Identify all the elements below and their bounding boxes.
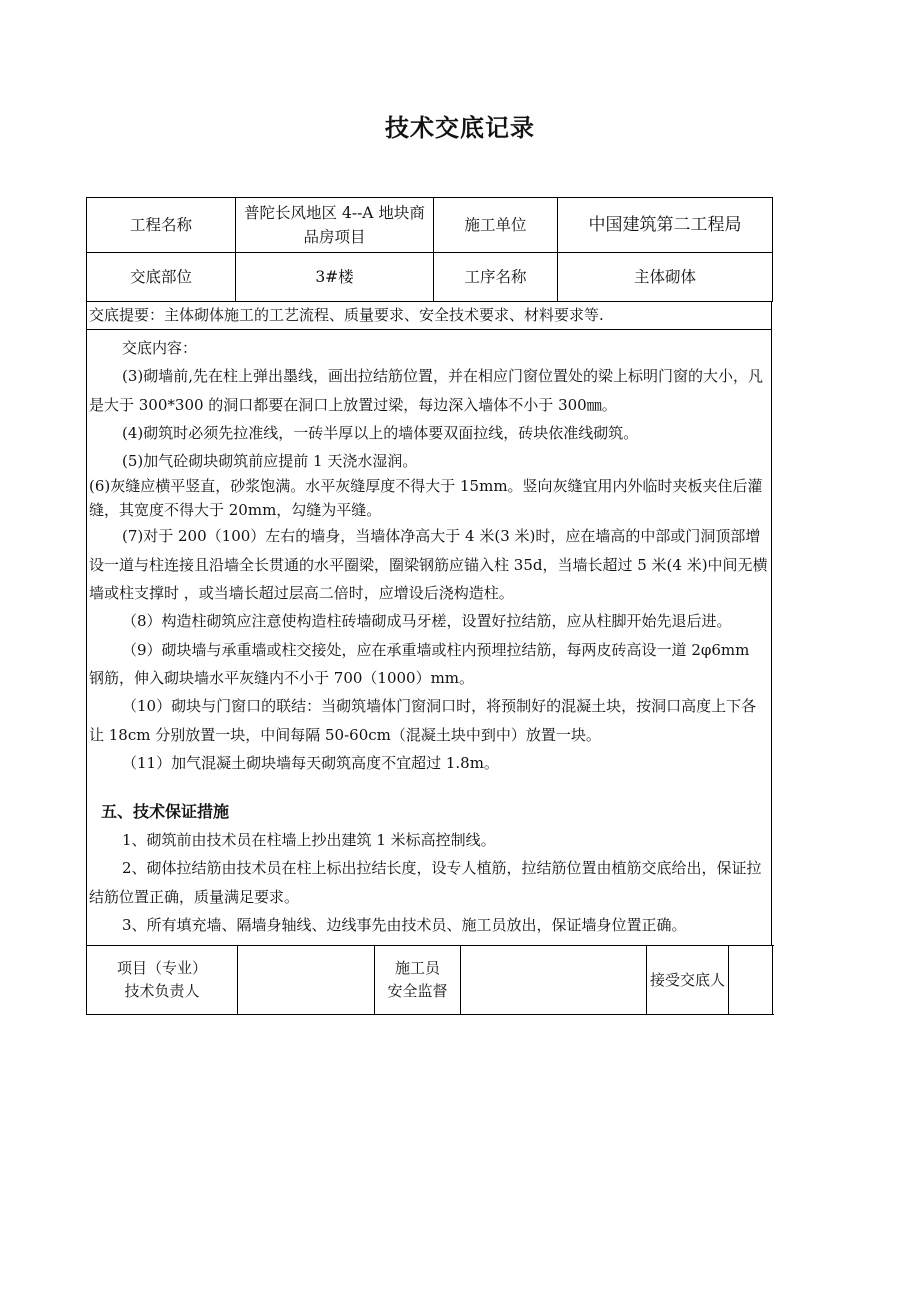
part-label: 交底部位 (87, 253, 236, 302)
content-item-3: (3)砌墙前,先在柱上弹出墨线，画出拉结筋位置，并在相应门窗位置处的梁上标明门窗的大小，凡是大于 300*300 的洞口都要在洞口上放置过梁，每边深入墙体不小于 300㎜。 (89, 367, 764, 414)
info-table (86, 197, 773, 302)
tech-lead-signature[interactable] (238, 946, 375, 1015)
content-intro: 交底内容： (122, 339, 198, 357)
record-form (86, 197, 772, 1015)
content-item-8: （8）构造柱砌筑应注意使构造柱砖墙砌成马牙槎，设置好拉结筋，应从柱脚开始先退后进。 (122, 612, 732, 631)
construction-unit-value: 中国建筑第二工程局 (558, 198, 773, 253)
content-item-10: （10）砌块与门窗口的联结：当砌筑墙体门窗洞口时，将预制好的混凝土块，按洞口高度上下各让 18cm 分别放置一块，中间每隔 50-60cm（混凝土块中到中）放置一块。 (89, 697, 757, 744)
construction-unit-label: 施工单位 (434, 198, 558, 253)
content-section (86, 330, 772, 945)
measure-item-3: 3、所有填充墙、隔墙身轴线、边线事先由技术员、施工员放出，保证墙身位置正确。 (122, 916, 687, 935)
receiver-label: 接受交底人 (647, 946, 729, 1015)
measure-item-1: 1、砌筑前由技术员在柱墙上抄出建筑 1 米标高控制线。 (122, 831, 496, 850)
content-item-7: (7)对于 200（100）左右的墙身，当墙体净高大于 4 米(3 米)时，应在墙高的中部或门洞顶部增设一道与柱连接且沿墙全长贯通的水平圈梁，圈梁钢筋应锚入柱 35d，当墙长超过 5 米(4 米)中间无横墙或柱支撑时 ，或当墙长超过层高二倍时，应增设后浇构造柱。 (89, 527, 768, 603)
receiver-signature[interactable] (729, 946, 773, 1015)
content-item-6: (6)灰缝应横平竖直，砂浆饱满。水平灰缝厚度不得大于 15mm。竖向灰缝宜用内外临时夹板夹住后灌缝，其宽度不得大于 20mm，勾缝为平缝。 (89, 477, 763, 519)
worker-label (375, 946, 461, 1015)
content-item-9: （9）砌块墙与承重墙或柱交接处，应在承重墙或柱内预埋拉结筋，每两皮砖高设一道 2φ6mm 钢筋，伸入砌块墙水平灰缝内不小于 700（1000）mm。 (89, 640, 750, 687)
summary-row: 交底提要：主体砌体施工的工艺流程、质量要求、安全技术要求、材料要求等. (86, 302, 772, 330)
process-value: 主体砌体 (558, 253, 773, 302)
tech-lead-label (87, 946, 238, 1015)
tech-lead-label-line2: 技术负责人 (124, 982, 200, 1001)
project-name-label: 工程名称 (87, 198, 236, 253)
tech-lead-label-line1: 项目（专业） (116, 959, 207, 978)
measure-item-2: 2、砌体拉结筋由技术员在柱上标出拉结长度，设专人植筋，拉结筋位置由植筋交底给出，保证拉结筋位置正确，质量满足要求。 (89, 859, 762, 906)
measures-heading: 五、技术保证措施 (101, 802, 230, 822)
signature-table (86, 945, 773, 1015)
content-item-5: (5)加气砼砌块砌筑前应提前 1 天浇水湿润。 (122, 452, 418, 471)
worker-signature[interactable] (461, 946, 647, 1015)
part-value: 3#楼 (236, 253, 434, 302)
content-item-11: （11）加气混凝土砌块墙每天砌筑高度不宜超过 1.8m。 (122, 753, 499, 772)
process-label: 工序名称 (434, 253, 558, 302)
worker-label-line2: 安全监督 (387, 982, 448, 1001)
worker-label-line1: 施工员 (394, 959, 440, 978)
project-name-value: 普陀长风地区 4--A 地块商品房项目 (236, 198, 434, 253)
document-title: 技术交底记录 (385, 114, 535, 142)
content-item-4: (4)砌筑时必须先拉准线，一砖半厚以上的墙体要双面拉线，砖块依准线砌筑。 (122, 423, 639, 442)
